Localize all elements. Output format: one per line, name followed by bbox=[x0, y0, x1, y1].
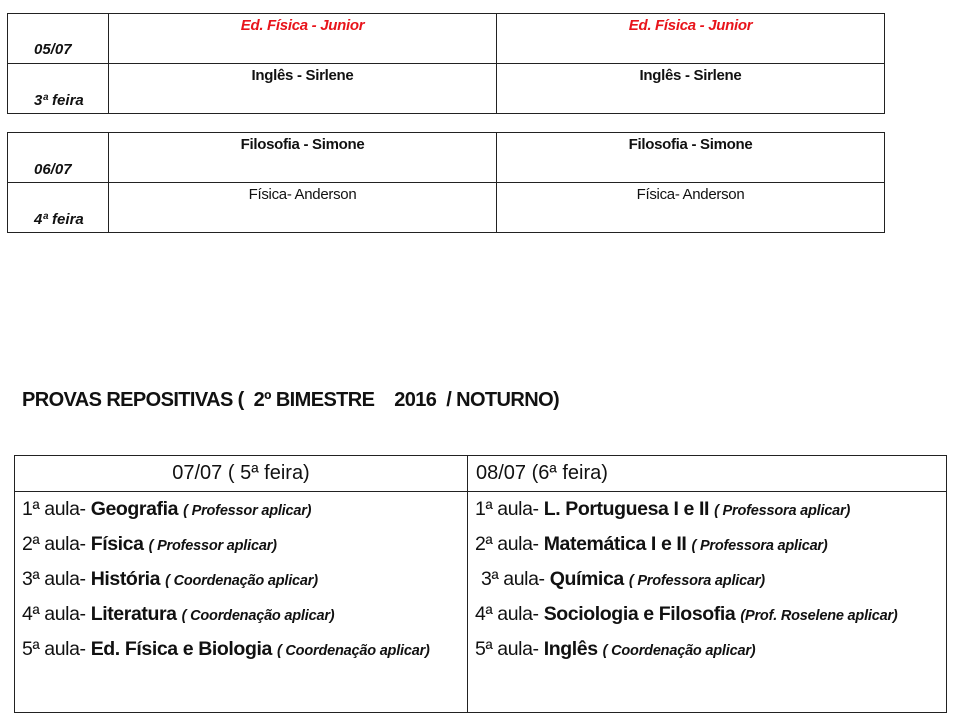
table-cell bbox=[497, 14, 885, 64]
lesson-subject: Química bbox=[549, 568, 624, 590]
table-row bbox=[8, 14, 885, 64]
subject-teacher: Filosofia - Simone bbox=[240, 136, 365, 153]
lesson-note: ( Professora aplicar) bbox=[714, 503, 851, 519]
date-cell bbox=[8, 14, 109, 64]
table-cell bbox=[497, 64, 885, 114]
table-row bbox=[8, 183, 885, 233]
subject-teacher: Filosofia - Simone bbox=[628, 136, 753, 153]
lesson-subject: Física bbox=[90, 533, 144, 555]
lesson-note: ( Coordenação aplicar) bbox=[276, 643, 430, 659]
exam-table bbox=[14, 455, 947, 713]
schedule-table-0507 bbox=[7, 13, 885, 114]
subject-teacher: Física- Anderson bbox=[248, 186, 357, 203]
list-item bbox=[475, 498, 946, 533]
lesson-number: 1ª aula- bbox=[475, 498, 539, 520]
schedule-table-0607 bbox=[7, 132, 885, 233]
column-header: 07/07 ( 5ª feira) bbox=[15, 456, 467, 492]
table-cell bbox=[109, 133, 497, 183]
lesson-note: ( Coordenação aplicar) bbox=[602, 643, 756, 659]
weekday-label: 3ª feira bbox=[34, 92, 84, 109]
date-cell bbox=[8, 183, 109, 233]
exam-column-0807 bbox=[468, 456, 946, 712]
table-row bbox=[8, 64, 885, 114]
weekday-label: 4ª feira bbox=[34, 211, 84, 228]
lesson-subject: Inglês bbox=[543, 638, 598, 660]
lesson-note: ( Coordenação aplicar) bbox=[181, 608, 335, 624]
list-item bbox=[22, 533, 467, 568]
date-label: 06/07 bbox=[34, 161, 72, 178]
date-cell bbox=[8, 133, 109, 183]
lesson-subject: História bbox=[90, 568, 161, 590]
list-item bbox=[22, 498, 467, 533]
lesson-number: 1ª aula- bbox=[22, 498, 86, 520]
page-title: PROVAS REPOSITIVAS ( 2º BIMESTRE 2016 / NOTURNO) bbox=[22, 389, 560, 411]
exam-list bbox=[468, 492, 946, 673]
lesson-number: 5ª aula- bbox=[22, 638, 86, 660]
subject-teacher: Física- Anderson bbox=[636, 186, 745, 203]
lesson-subject: Sociologia e Filosofia bbox=[543, 603, 736, 625]
lesson-note: ( Professor aplicar) bbox=[148, 538, 277, 554]
table-cell bbox=[109, 183, 497, 233]
list-item bbox=[475, 533, 946, 568]
lesson-number: 2ª aula- bbox=[475, 533, 539, 555]
lesson-number: 3ª aula- bbox=[22, 568, 86, 590]
lesson-subject: Ed. Física e Biologia bbox=[90, 638, 272, 660]
lesson-subject: Literatura bbox=[90, 603, 177, 625]
lesson-subject: L. Portuguesa I e II bbox=[543, 498, 710, 520]
lesson-note: ( Coordenação aplicar) bbox=[165, 573, 318, 589]
list-item bbox=[475, 603, 946, 638]
table-cell bbox=[109, 64, 497, 114]
subject-teacher: Inglês - Sirlene bbox=[251, 67, 354, 84]
list-item bbox=[22, 568, 467, 603]
table-cell bbox=[497, 133, 885, 183]
lesson-subject: Matemática I e II bbox=[543, 533, 687, 555]
lesson-note: ( Professora aplicar) bbox=[691, 538, 828, 554]
date-label: 05/07 bbox=[34, 41, 72, 58]
subject-teacher: Ed. Física - Junior bbox=[240, 17, 365, 34]
lesson-number: 4ª aula- bbox=[22, 603, 86, 625]
lesson-number: 4ª aula- bbox=[475, 603, 539, 625]
lesson-subject: Geografia bbox=[90, 498, 179, 520]
column-header: 08/07 (6ª feira) bbox=[468, 456, 946, 492]
list-item bbox=[22, 638, 467, 673]
subject-teacher: Inglês - Sirlene bbox=[639, 67, 742, 84]
list-item bbox=[475, 638, 946, 673]
lesson-number: 5ª aula- bbox=[475, 638, 539, 660]
exam-column-0707 bbox=[15, 456, 468, 712]
list-item bbox=[22, 603, 467, 638]
lesson-number: 3ª aula- bbox=[481, 568, 545, 590]
lesson-number: 2ª aula- bbox=[22, 533, 86, 555]
exam-list bbox=[15, 492, 467, 673]
table-row bbox=[8, 133, 885, 183]
lesson-note: ( Professor aplicar) bbox=[183, 503, 312, 519]
lesson-note: (Prof. Roselene aplicar) bbox=[740, 608, 898, 624]
table-cell bbox=[109, 14, 497, 64]
lesson-note: ( Professora aplicar) bbox=[628, 573, 765, 589]
subject-teacher: Ed. Física - Junior bbox=[628, 17, 753, 34]
date-cell bbox=[8, 64, 109, 114]
list-item bbox=[475, 568, 946, 603]
table-cell bbox=[497, 183, 885, 233]
